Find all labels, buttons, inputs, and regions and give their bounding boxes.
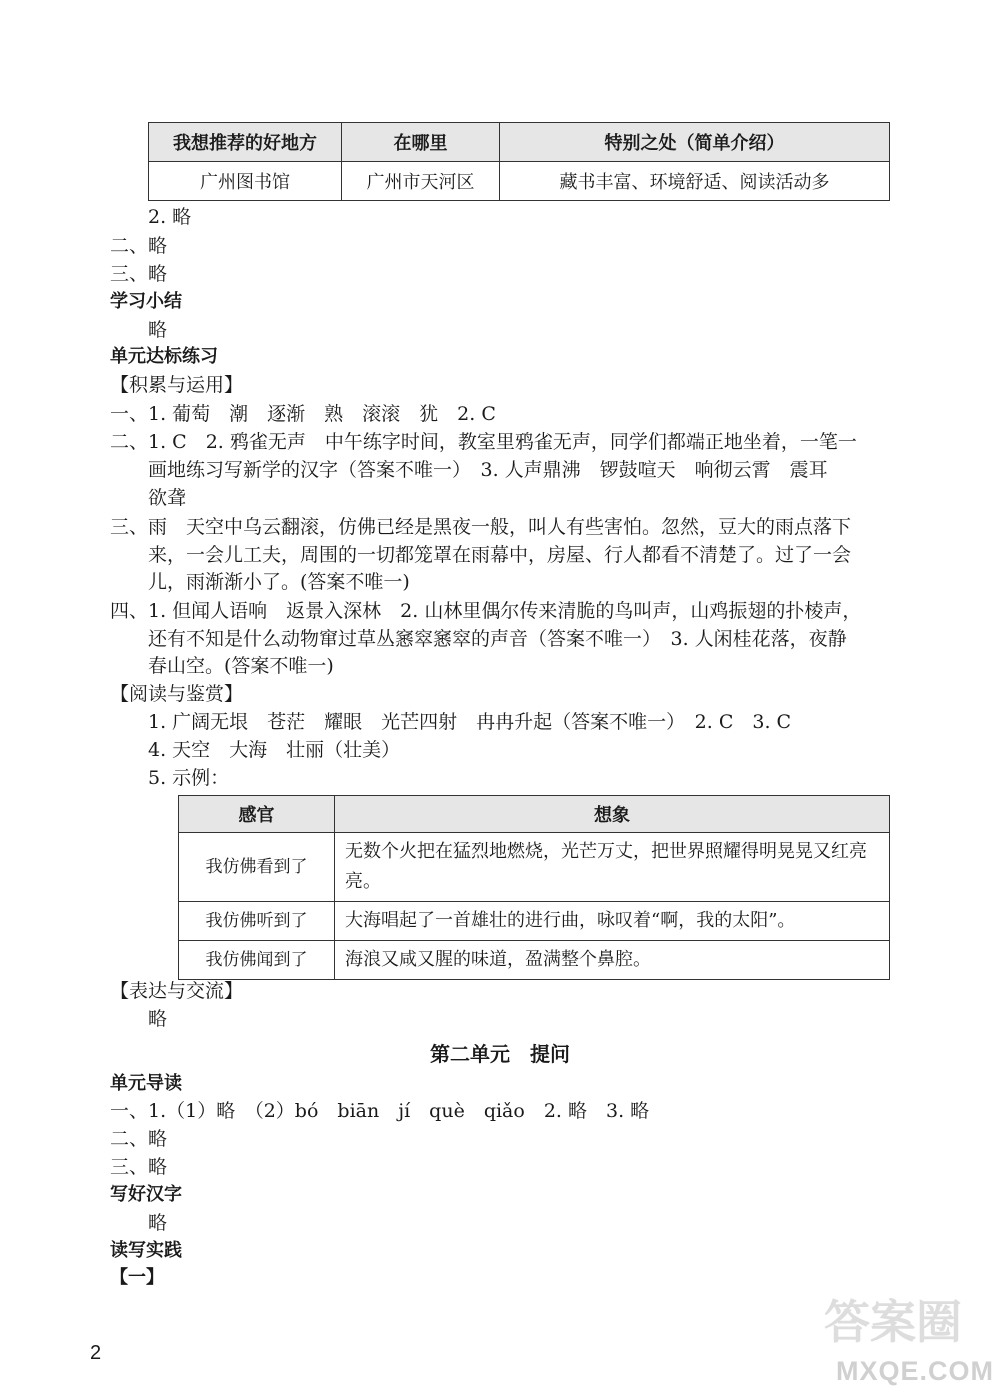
text-line: 5. 示例：	[148, 767, 230, 789]
text-line: 一、1.（1）略 （2）bó biān jí què qiǎo 2. 略 3. 略	[110, 1100, 650, 1122]
unit-title: 第二单元 提问	[430, 1042, 570, 1066]
table2-cell-sense: 我仿佛听到了	[179, 902, 335, 941]
text-line: 儿，雨渐渐小了。(答案不唯一)	[148, 571, 410, 593]
text-line: 二、1. C 2. 鸦雀无声 中午练字时间，教室里鸦雀无声，同学们都端正地坐着，一笔一	[110, 431, 857, 453]
section-heading: 单元达标练习	[110, 346, 218, 367]
text-line: 1. 广阔无垠 苍茫 耀眼 光芒四射 冉冉升起（答案不唯一） 2. C 3. C	[148, 711, 792, 733]
text-line: 二、略	[110, 1128, 168, 1150]
table1-cell-feature: 藏书丰富、环境舒适、阅读活动多	[500, 162, 890, 201]
section-heading: 学习小结	[110, 291, 182, 312]
text-line: 一、1. 葡萄 潮 逐渐 熟 滚滚 犹 2. C	[110, 403, 496, 425]
section-heading: 单元导读	[110, 1073, 182, 1094]
section-heading: 读写实践	[110, 1240, 182, 1261]
table2-header-imagine: 想象	[335, 796, 890, 833]
text-line: 略	[148, 1212, 168, 1234]
text-line: 4. 天空 大海 壮丽（壮美）	[148, 739, 401, 761]
text-line: 欲聋	[148, 487, 187, 509]
table2-cell-sense: 我仿佛看到了	[179, 833, 335, 902]
text-line: 二、略	[110, 235, 168, 257]
recommend-table	[148, 122, 890, 201]
text-line: 略	[148, 1008, 168, 1030]
table1-header-feature: 特别之处（简单介绍）	[500, 123, 890, 162]
text-line: 画地练习写新学的汉字（答案不唯一） 3. 人声鼎沸 锣鼓喧天 响彻云霄 震耳	[148, 459, 828, 481]
table2-cell-imagine: 海浪又咸又腥的味道，盈满整个鼻腔。	[335, 941, 890, 980]
subsection-heading: 【阅读与鉴赏】	[110, 683, 244, 705]
table2-cell-imagine: 无数个火把在猛烈地燃烧，光芒万丈，把世界照耀得明晃晃又红亮亮。	[335, 833, 890, 902]
table2-header-sense: 感官	[179, 796, 335, 833]
table2-cell-imagine: 大海唱起了一首雄壮的进行曲，咏叹着“啊，我的太阳”。	[335, 902, 890, 941]
text-line: 四、1. 但闻人语响 返景入深林 2. 山林里偶尔传来清脆的鸟叫声，山鸡振翅的扑棱声，	[110, 600, 862, 622]
text-line: 2. 略	[148, 206, 192, 228]
text-line: 三、雨 天空中乌云翻滚，仿佛已经是黑夜一般，叫人有些害怕。忽然，豆大的雨点落下	[110, 516, 852, 538]
table1-header-location: 在哪里	[342, 123, 500, 162]
text-line: 春山空。(答案不唯一)	[148, 655, 334, 677]
text-line: 三、略	[110, 1156, 168, 1178]
text-line: 来，一会儿工夫，周围的一切都笼罩在雨幕中，房屋、行人都看不清楚了。过了一会	[148, 544, 852, 566]
text-line: 还有不知是什么动物窜过草丛窸窣窸窣的声音（答案不唯一） 3. 人闲桂花落，夜静	[148, 628, 847, 650]
text-line: 略	[148, 319, 168, 341]
senses-table	[178, 795, 890, 980]
watermark-url: MXQE.COM	[836, 1356, 995, 1386]
table2-cell-sense: 我仿佛闻到了	[179, 941, 335, 980]
page-number: 2	[90, 1342, 102, 1364]
subsection-heading: 【一】	[110, 1267, 164, 1288]
section-heading: 写好汉字	[110, 1184, 182, 1205]
watermark-logo-text: 答案圈	[824, 1296, 962, 1348]
subsection-heading: 【表达与交流】	[110, 980, 244, 1002]
subsection-heading: 【积累与运用】	[110, 374, 244, 396]
table1-cell-place: 广州图书馆	[149, 162, 342, 201]
text-line: 三、略	[110, 263, 168, 285]
table1-header-place: 我想推荐的好地方	[149, 123, 342, 162]
table1-cell-location: 广州市天河区	[342, 162, 500, 201]
